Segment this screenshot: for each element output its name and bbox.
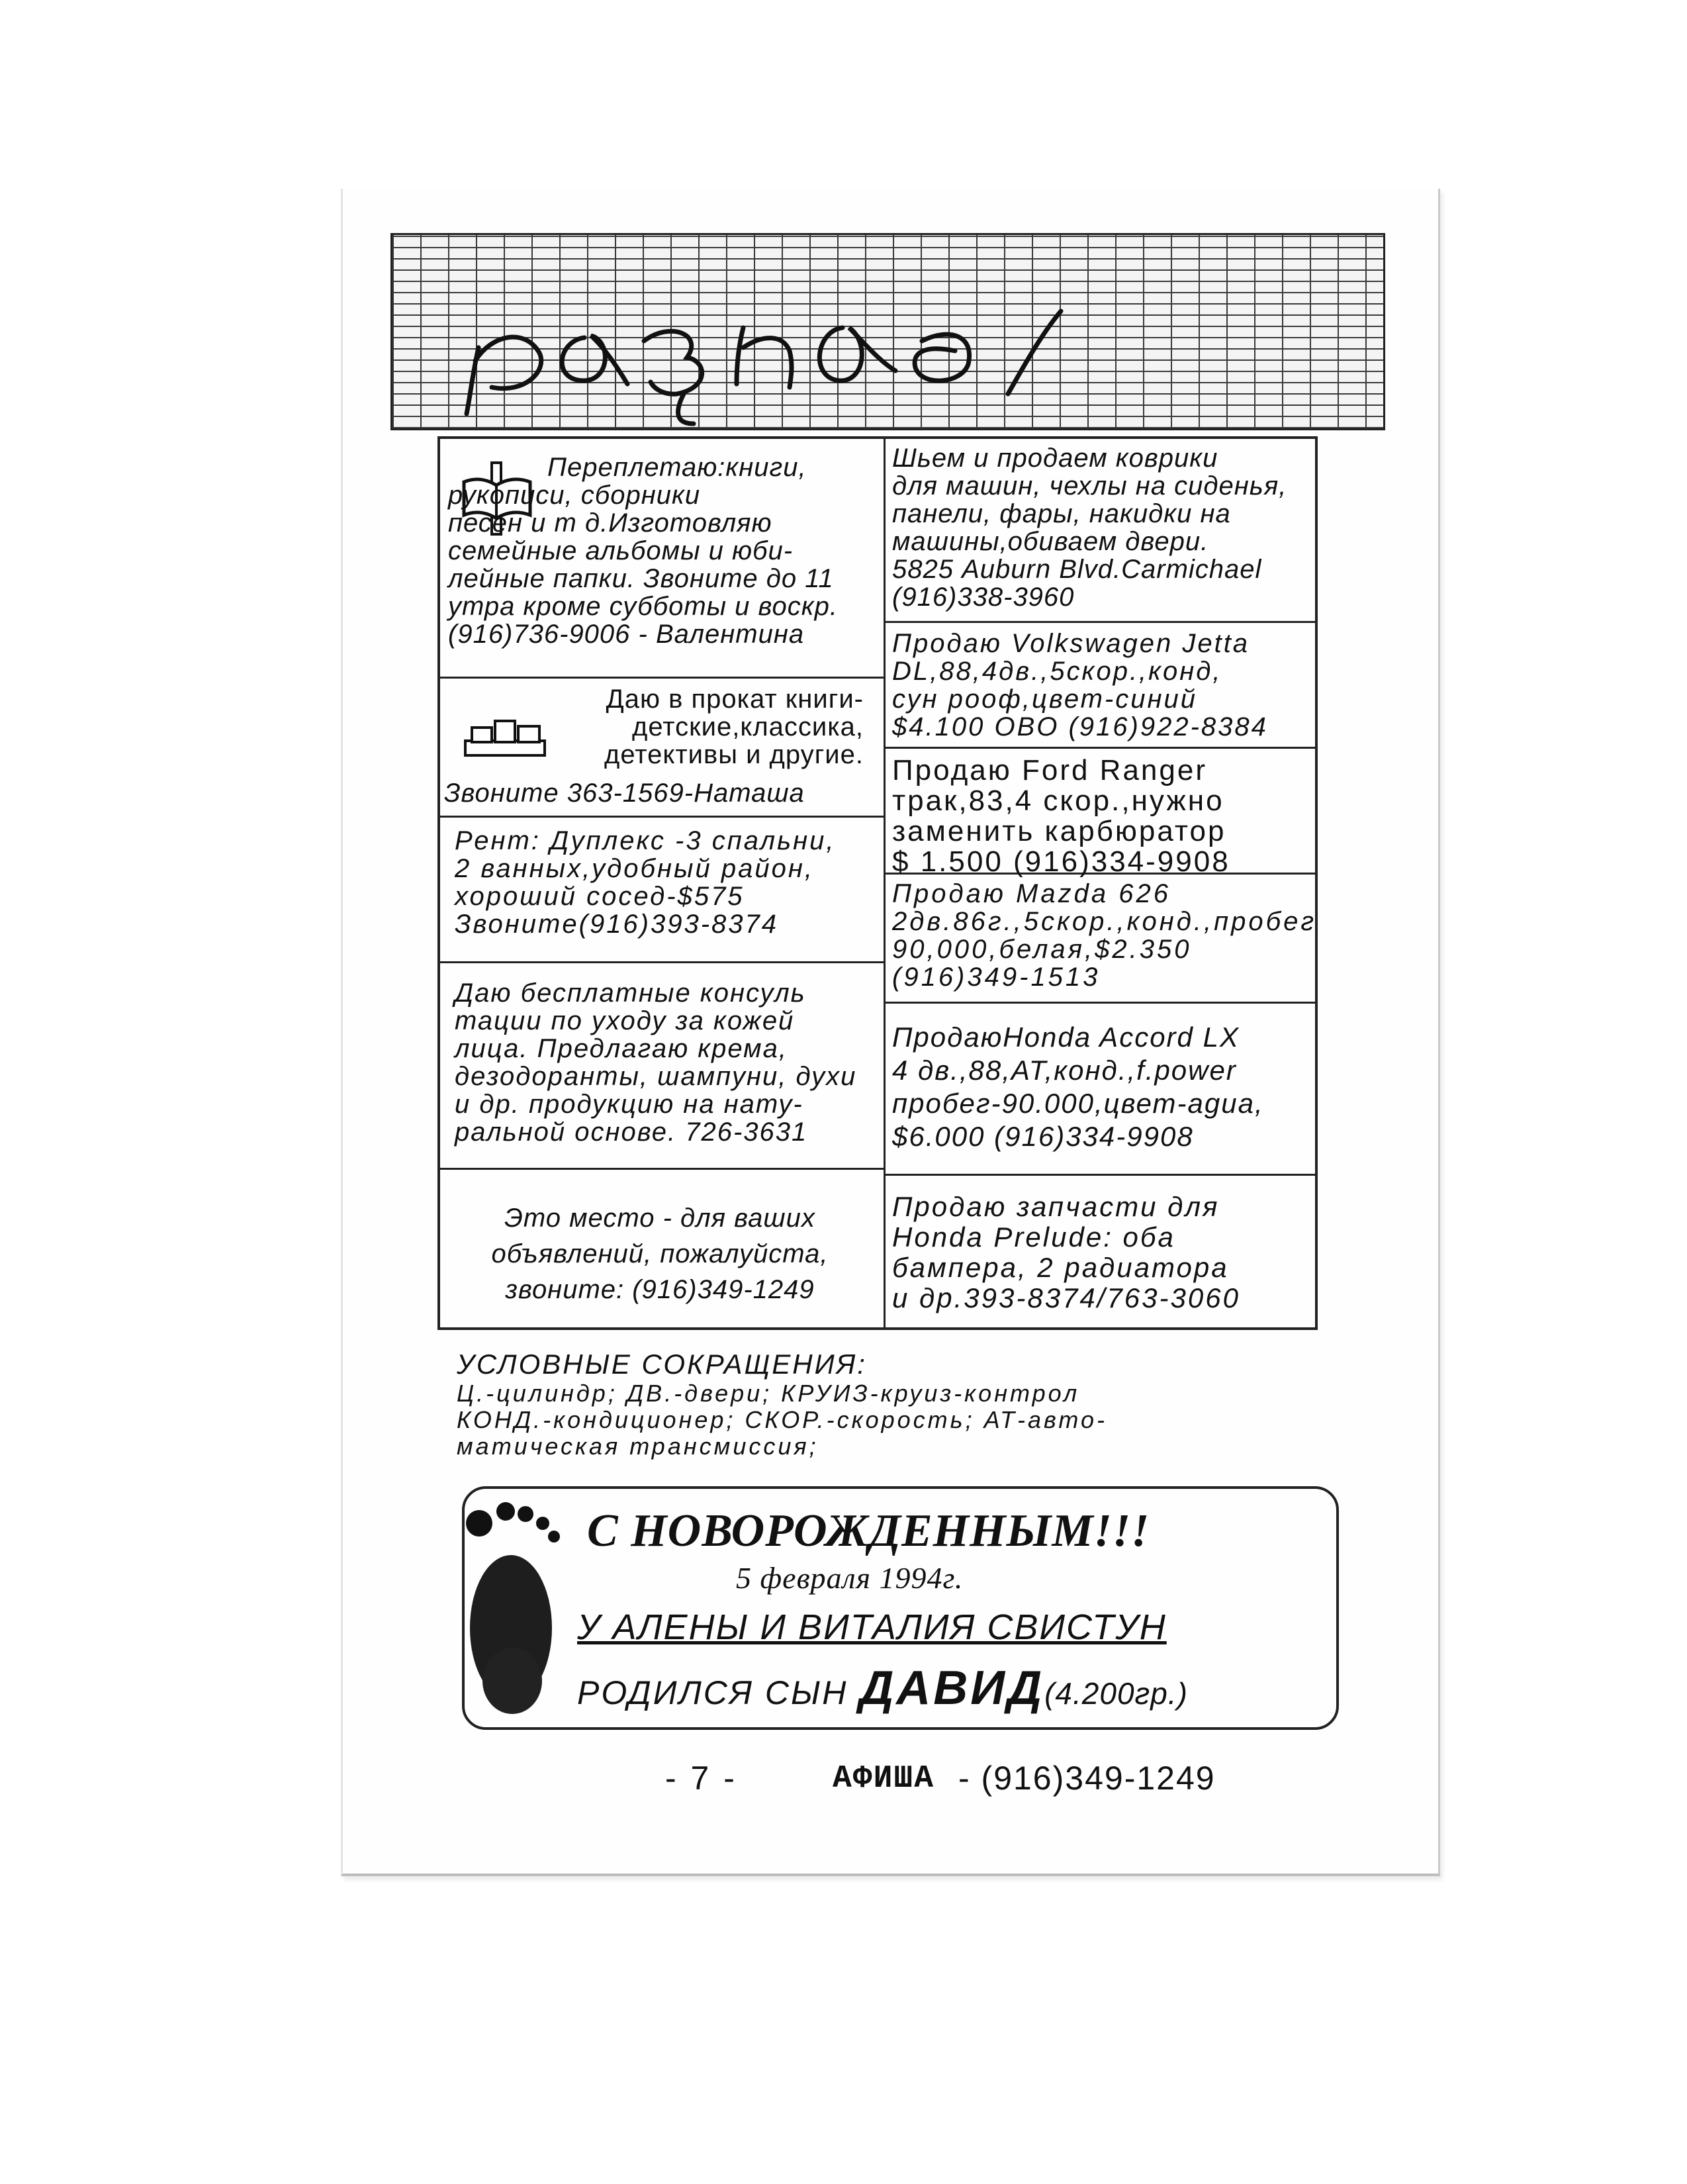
- ad-mazda-626-text: Продаю Mazda 626 2дв.86г.,5скор.,конд.,пробег 90,000,белая,$2.350 (916)349-1513: [892, 879, 1317, 992]
- ad-skin-care-text: Даю бесплатные консуль тации по уходу за кожей лица. Предлагаю крема, дезодоранты, шампуни, духи и др. продукцию на нату- ральной основе. 726-3631: [455, 978, 857, 1147]
- page-number: - 7 -: [665, 1760, 737, 1797]
- ad-your-ad-here-text: Это место - для ваших объявлений, пожалуйста, звоните: (916)349-1249: [491, 1204, 829, 1304]
- ad-bookbinding: [440, 439, 884, 679]
- ad-your-ad-here: [440, 1170, 884, 1329]
- ad-book-rental-call: Звоните 363-1569-Наташа: [444, 779, 805, 808]
- ad-car-mats: [886, 439, 1315, 623]
- section-banner: [390, 233, 1385, 430]
- ad-honda-accord-text: ПродаюHonda Accord LX 4 дв.,88,AT,конд.,f.power пробег-90.000,цвет-agua, $6.000 (916)334-9908: [892, 1021, 1264, 1152]
- footprint-icon: [451, 1482, 570, 1721]
- ad-book-rental: [440, 679, 884, 818]
- birth-announcement: [462, 1486, 1339, 1730]
- footer-brand: АФИША: [833, 1761, 935, 1797]
- ad-bookbinding-text: Переплетаю:книги, рукописи, сборники песен и т д.Изготовляю семейные альбомы и юби- лейные папки. Звоните до 11 утра кроме субботы и воскр. (916)736-9006 - Валентина: [448, 453, 839, 649]
- ad-honda-prelude-text: Продаю запчасти для Honda Prelude: оба бампера, 2 радиатора и др.393-8374/763-3060: [892, 1191, 1240, 1313]
- banner-title-text: разное: [856, 334, 858, 335]
- abbreviations-body: Ц.-цилиндр; ДВ.-двери; КРУИЗ-круиз-контрол КОНД.-кондиционер; СКОР.-скорость; АТ-авто- матическая трансмиссия;: [457, 1380, 1107, 1460]
- ads-right-column: [886, 439, 1315, 1327]
- handwritten-title-graphic: [392, 235, 1383, 428]
- magazine-page: [341, 189, 1440, 1876]
- ad-vw-jetta-text: Продаю Volkswagen Jetta DL,88,4дв.,5скор.,конд, сун рооф,цвет-синий $4.100 OBO (916)922-8384: [892, 629, 1268, 741]
- birth-born-prefix: РОДИЛСЯ СЫН: [577, 1674, 848, 1711]
- ad-ford-ranger-text: Продаю Ford Ranger трак,83,4 скор.,нужно заменить карбюратор $ 1.500 (916)334-9908: [892, 754, 1230, 878]
- ad-rent-duplex: [440, 818, 884, 963]
- abbreviations-title: УСЛОВНЫЕ СОКРАЩЕНИЯ:: [457, 1349, 867, 1380]
- birth-weight: (4.200гр.): [1044, 1676, 1188, 1711]
- books-stack-icon: [459, 708, 558, 767]
- ad-honda-accord: [886, 1004, 1315, 1176]
- classified-ads-grid: [437, 436, 1318, 1330]
- birth-title: С НОВОРОЖДЕННЫМ!!!: [587, 1505, 1150, 1556]
- birth-parents: У АЛЕНЫ И ВИТАЛИЯ СВИСТУН: [577, 1607, 1167, 1647]
- birth-child-name: ДАВИД: [859, 1662, 1045, 1715]
- ad-skin-care: [440, 963, 884, 1170]
- ad-mazda-626: [886, 875, 1315, 1004]
- ad-car-mats-text: Шьем и продаем коврики для машин, чехлы на сиденья, панели, фары, накидки на машины,обиваем двери. 5825 Auburn Blvd.Carmichael (916)338-3960: [892, 444, 1287, 612]
- ad-vw-jetta: [886, 623, 1315, 749]
- footer-phone: - (916)349-1249: [958, 1760, 1216, 1797]
- ad-rent-duplex-text: Рент: Дуплекс -3 спальни, 2 ванных,удобный район, хороший сосед-$575 Звоните(916)393-8374: [455, 826, 836, 939]
- ad-honda-prelude: [886, 1176, 1315, 1329]
- birth-date: 5 февраля 1994г.: [736, 1561, 964, 1595]
- birth-son-line: [577, 1661, 1188, 1715]
- ad-book-rental-text: Даю в прокат книги- детские,классика, детективы и другие.: [604, 685, 864, 769]
- ad-ford-ranger: [886, 749, 1315, 878]
- ads-left-column: [440, 439, 886, 1327]
